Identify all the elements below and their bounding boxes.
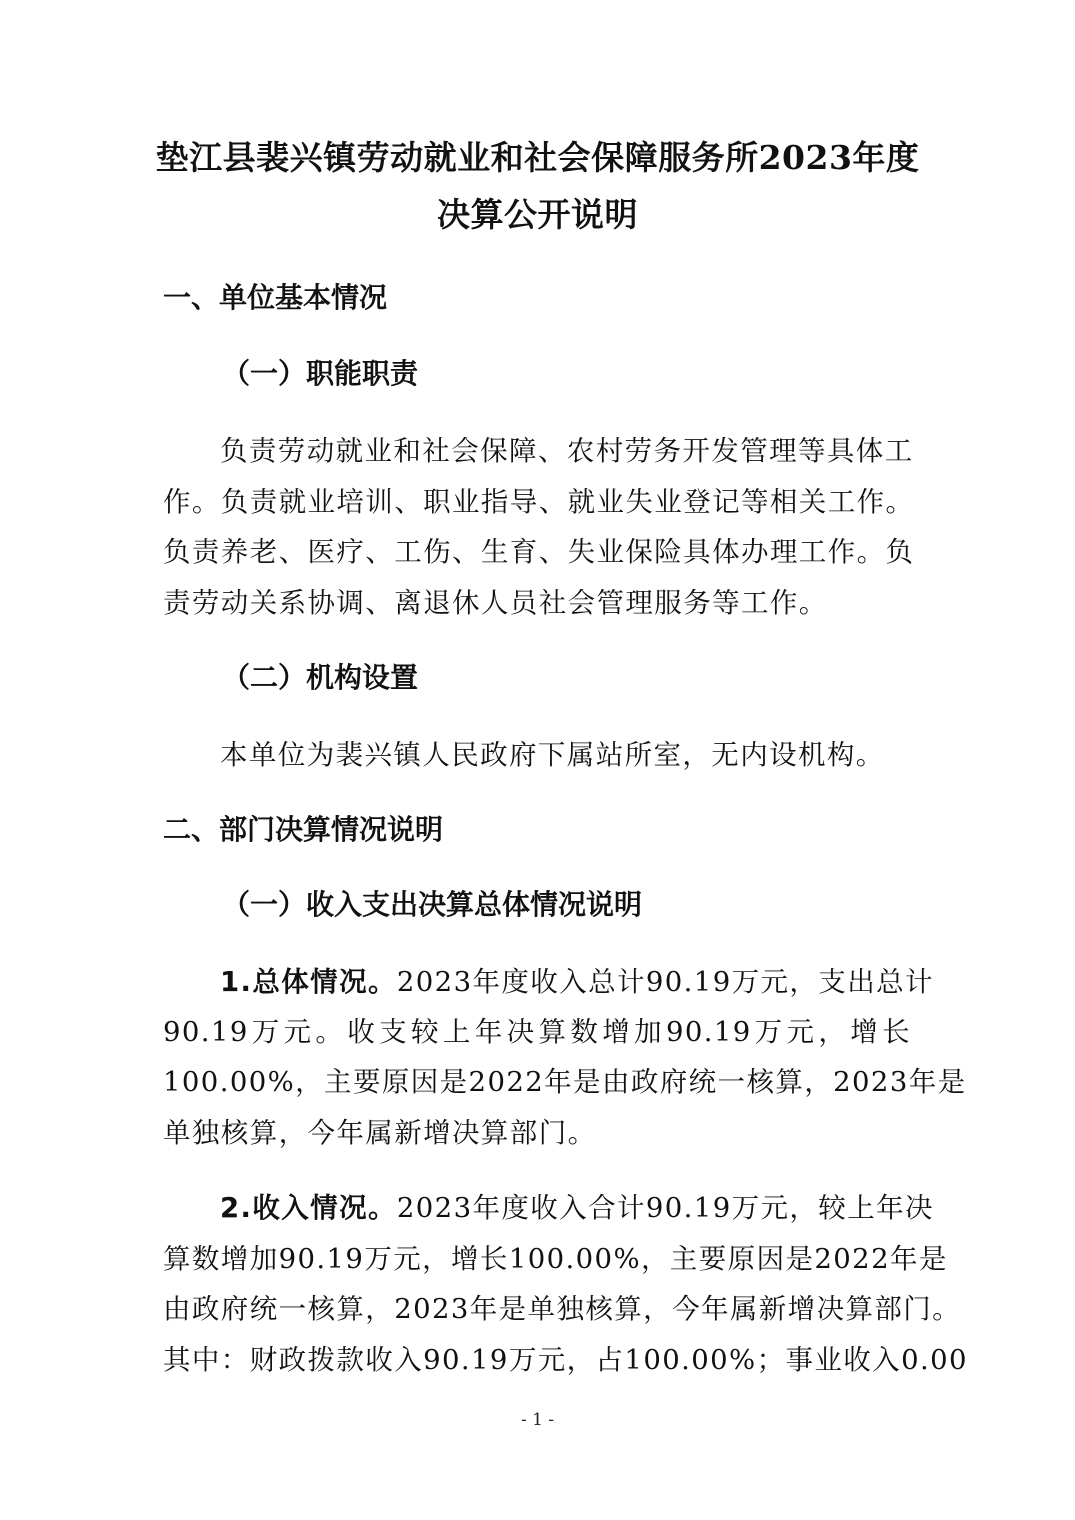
paragraph-line: 作。负责就业培训、职业指导、就业失业登记等相关工作。 (163, 486, 915, 518)
subsection-heading-income-expense: （一）收入支出决算总体情况说明 (222, 888, 643, 921)
document-title-line-1: 垫江县裴兴镇劳动就业和社会保障服务所2023年度 (155, 138, 920, 177)
paragraph-first-line (220, 964, 934, 1000)
paragraph-first-line (220, 1190, 934, 1226)
subsection-heading-functions: （一）职能职责 (222, 357, 419, 390)
section-heading-basic-info: 一、单位基本情况 (163, 281, 388, 314)
paragraph-line: 本单位为裴兴镇人民政府下属站所室，无内设机构。 (220, 739, 885, 771)
section-heading-final-accounts: 二、部门决算情况说明 (163, 813, 444, 846)
paragraph-line: 责劳动关系协调、离退休人员社会管理服务等工作。 (163, 587, 828, 619)
page-number: - 1 - (520, 1410, 555, 1430)
paragraph-line: 负责养老、医疗、工伤、生育、失业保险具体办理工作。负 (163, 536, 915, 568)
paragraph-line: 其中：财政拨款收入90.19万元，占100.00%；事业收入0.00 (163, 1344, 968, 1376)
paragraph-lead: 1.总体情况。 (220, 966, 397, 998)
paragraph-text: 2023年度收入总计90.19万元，支出总计 (396, 966, 934, 998)
subsection-heading-organization: （二）机构设置 (222, 661, 419, 694)
document-title-line-2: 决算公开说明 (437, 195, 638, 234)
paragraph-line: 算数增加90.19万元，增长100.00%，主要原因是2022年是 (163, 1243, 948, 1275)
paragraph-line: 单独核算，今年属新增决算部门。 (163, 1117, 597, 1149)
paragraph-lead: 2.收入情况。 (220, 1192, 397, 1224)
paragraph-text: 2023年度收入合计90.19万元，较上年决 (396, 1192, 934, 1224)
paragraph-line: 90.19万元。收支较上年决算数增加90.19万元，增长 (163, 1016, 911, 1048)
paragraph-line: 由政府统一核算，2023年是单独核算，今年属新增决算部门。 (163, 1293, 962, 1325)
paragraph-line: 100.00%，主要原因是2022年是由政府统一核算，2023年是 (163, 1066, 967, 1098)
paragraph-line: 负责劳动就业和社会保障、农村劳务开发管理等具体工 (220, 435, 914, 467)
